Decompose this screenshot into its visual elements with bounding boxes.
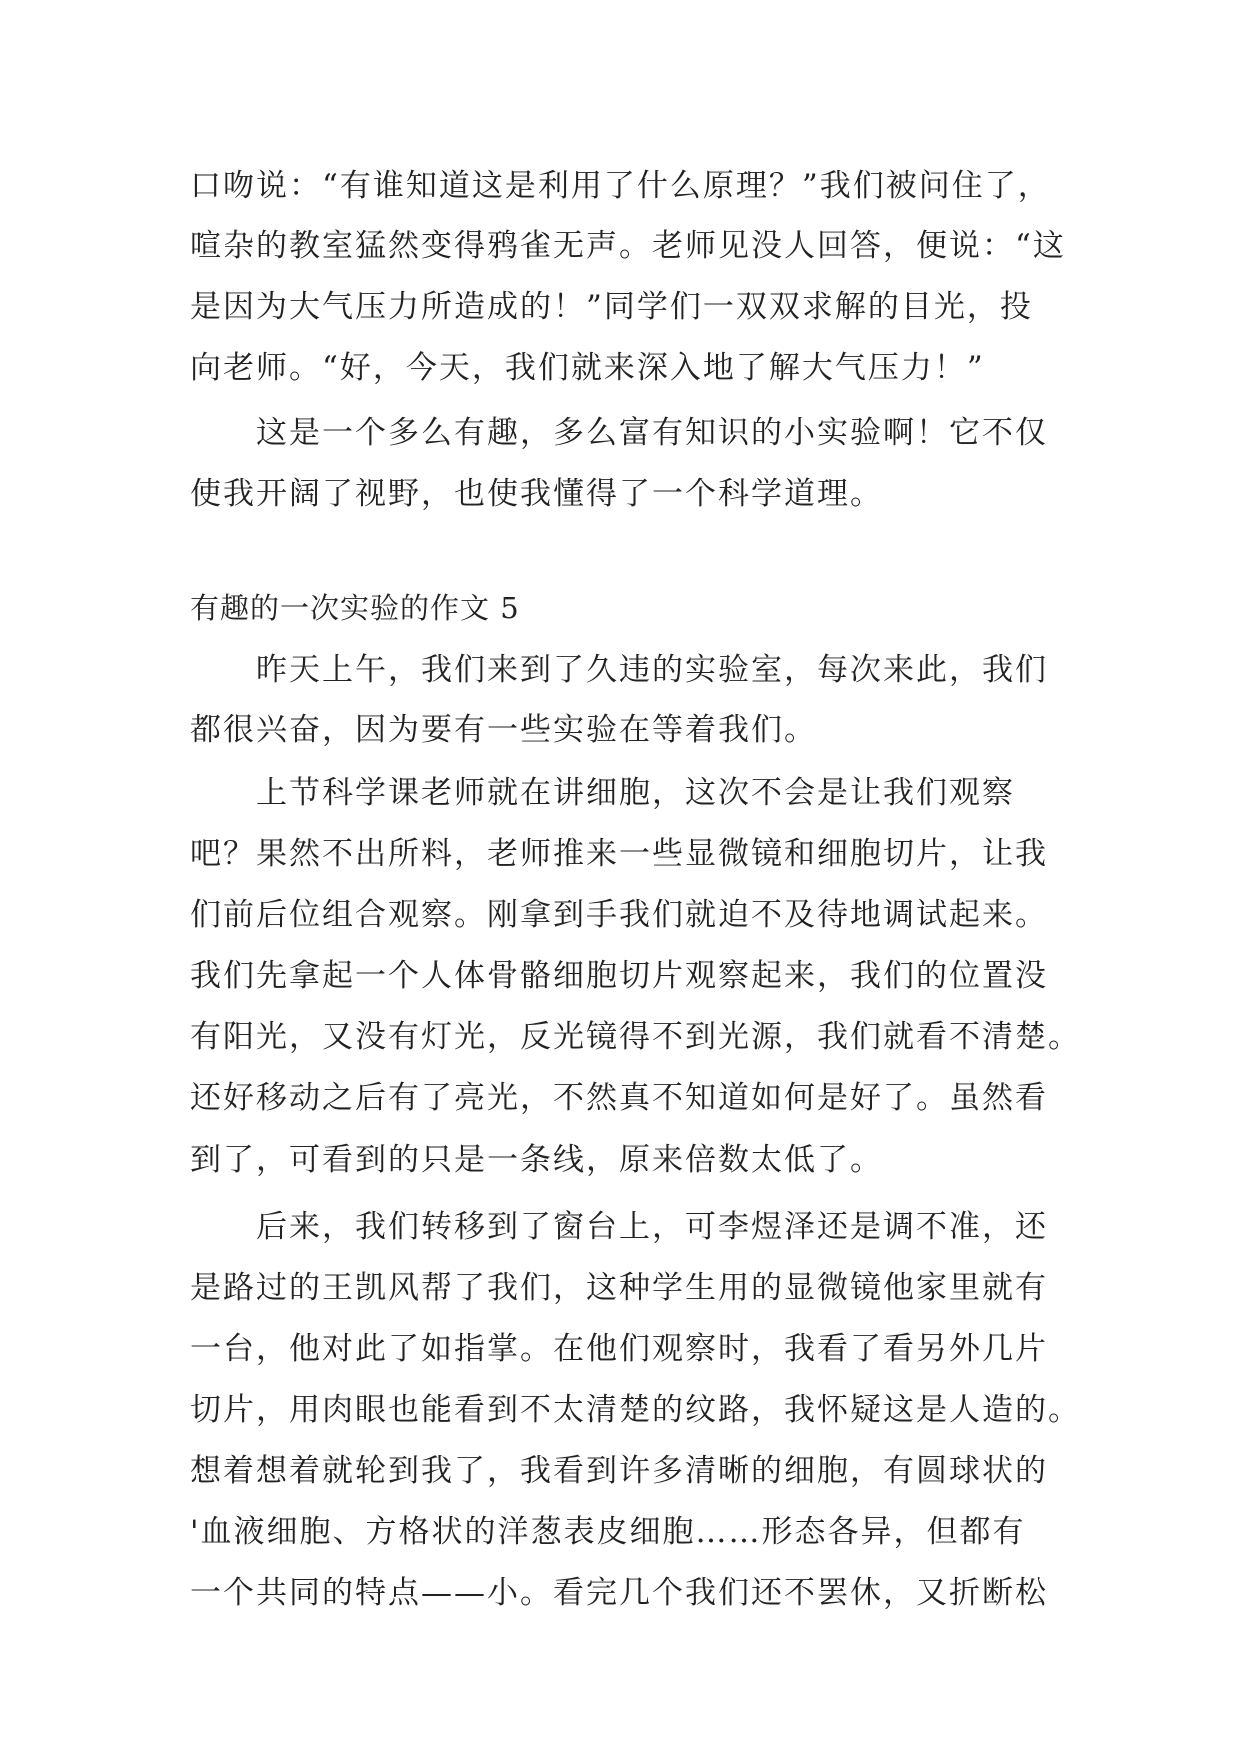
text-line: 有阳光，又没有灯光，反光镜得不到光源，我们就看不清楚。: [190, 1019, 1081, 1055]
text-line: 口吻说：“有谁知道这是利用了什么原理？”我们被问住了，: [190, 168, 1051, 204]
text-line: 后来，我们转移到了窗台上，可李煜泽还是调不准，还: [190, 1209, 1048, 1245]
text-line: 还好移动之后有了亮光，不然真不知道如何是好了。虽然看: [190, 1080, 1048, 1116]
text-line: 们前后位组合观察。刚拿到手我们就迫不及待地调试起来。: [190, 897, 1048, 933]
text-line: 到了，可看到的只是一条线，原来倍数太低了。: [190, 1142, 883, 1178]
text-line: 上节科学课老师就在讲细胞，这次不会是让我们观察: [190, 775, 1015, 811]
text-line: 想着想着就轮到我了，我看到许多清晰的细胞，有圆球状的: [190, 1453, 1048, 1489]
text-line: 是路过的王凯风帮了我们，这种学生用的显微镜他家里就有: [190, 1270, 1048, 1306]
text-line: 这是一个多么有趣，多么富有知识的小实验啊！它不仅: [190, 415, 1048, 451]
text-line: 是因为大气压力所造成的！”同学们一双双求解的目光，投: [190, 289, 1033, 325]
text-line: 一台，他对此了如指掌。在他们观察时，我看了看另外几片: [190, 1331, 1048, 1367]
text-line: 吧？果然不出所料，老师推来一些显微镜和细胞切片，让我: [190, 836, 1048, 872]
text-line: '血液细胞、方格状的洋葱表皮细胞……形态各异，但都有: [190, 1514, 1026, 1550]
text-line: 一个共同的特点——小。看完几个我们还不罢休，又折断松: [190, 1575, 1048, 1611]
text-line: 使我开阔了视野，也使我懂得了一个科学道理。: [190, 476, 883, 512]
text-line: 都很兴奋，因为要有一些实验在等着我们。: [190, 712, 817, 748]
text-line: 我们先拿起一个人体骨骼细胞切片观察起来，我们的位置没: [190, 958, 1048, 994]
text-line: 向老师。“好，今天，我们就来深入地了解大气压力！”: [190, 350, 985, 386]
section-title: 有趣的一次实验的作文 5: [190, 591, 520, 625]
text-line: 昨天上午，我们来到了久违的实验室，每次来此，我们: [190, 652, 1048, 688]
text-line: 喧杂的教室猛然变得鸦雀无声。老师见没人回答，便说：“这: [190, 228, 1066, 264]
text-line: 切片，用肉眼也能看到不太清楚的纹路，我怀疑这是人造的。: [190, 1392, 1081, 1428]
